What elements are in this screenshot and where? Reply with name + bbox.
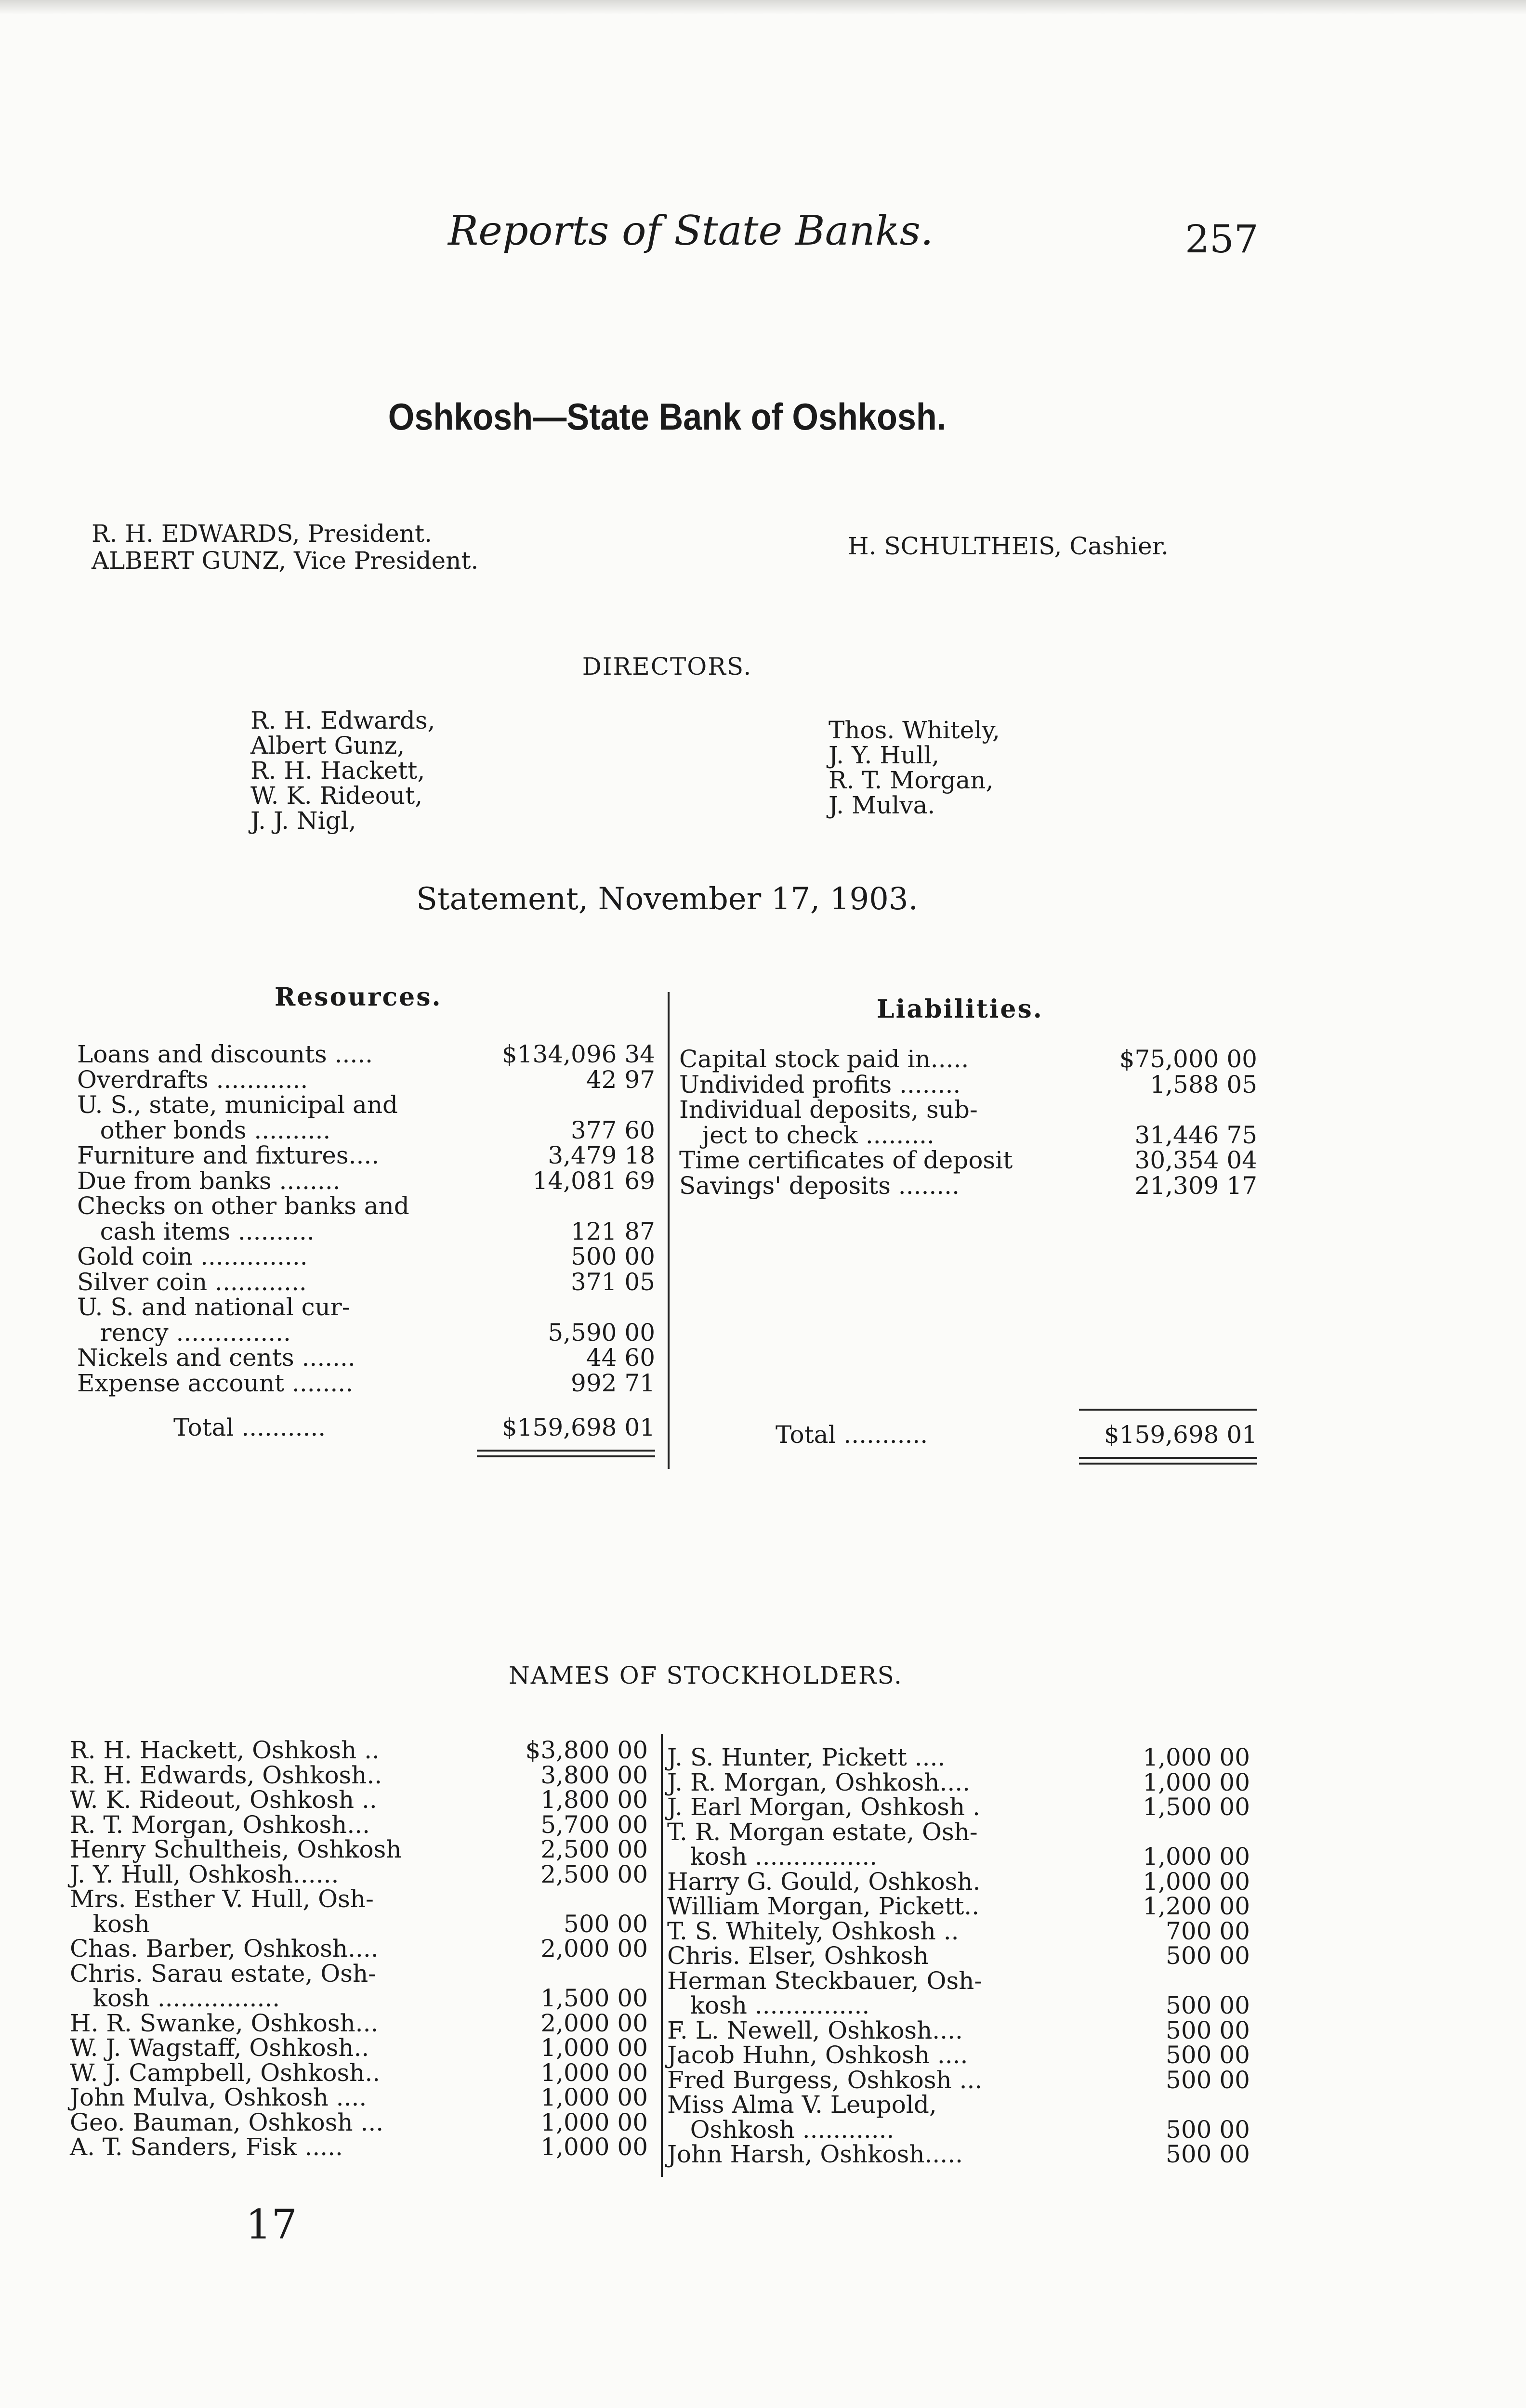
signature-mark: 17 xyxy=(246,2201,297,2248)
stockholder-row xyxy=(70,2034,648,2061)
stockholder-row-amount: 1,000 00 xyxy=(540,2083,648,2111)
resource-row-amount: 5,590 00 xyxy=(548,1318,655,1347)
stockholder-row-amount: 1,000 00 xyxy=(540,2058,648,2087)
resource-row xyxy=(77,1344,655,1371)
stockholder-row-label: Chas. Barber, Oshkosh.... xyxy=(70,1935,379,1963)
liability-row xyxy=(679,1071,1257,1098)
stockholder-row-amount: 2,500 00 xyxy=(540,1860,648,1888)
stockholder-row-label: J. R. Morgan, Oshkosh.... xyxy=(667,1768,971,1796)
directors-left-column xyxy=(250,708,435,833)
resource-row-label: Due from banks ........ xyxy=(77,1166,341,1195)
cashier: H. SCHULTHEIS, Cashier. xyxy=(848,532,1169,560)
stockholder-row-amount: 1,500 00 xyxy=(540,1984,648,2012)
stockholders-divider xyxy=(661,1734,663,2177)
stockholder-row xyxy=(667,1868,1250,1895)
liability-row-amount: 31,446 75 xyxy=(1134,1121,1257,1149)
stockholder-row xyxy=(667,1843,1250,1870)
stockholder-row xyxy=(667,2016,1250,2043)
page-number: 257 xyxy=(1185,217,1259,262)
resource-row-label: Overdrafts ............ xyxy=(77,1065,308,1094)
directors-right-column xyxy=(829,718,1000,818)
stockholder-row-amount: 700 00 xyxy=(1166,1917,1250,1945)
stockholder-row xyxy=(70,1761,648,1788)
stockholder-row xyxy=(667,2066,1250,2093)
director-name: W. K. Rideout, xyxy=(250,782,423,810)
stockholder-row-label: kosh ............... xyxy=(667,1991,870,2019)
stockholder-row-amount: 500 00 xyxy=(1166,2140,1250,2168)
stockholder-row xyxy=(667,1768,1250,1795)
stockholder-row-label: John Mulva, Oshkosh .... xyxy=(70,2083,367,2111)
resource-row xyxy=(77,1066,655,1093)
stockholder-row-label: Jacob Huhn, Oshkosh .... xyxy=(667,2041,968,2069)
stockholder-row xyxy=(667,1991,1250,2018)
officers-left xyxy=(92,520,478,574)
stockholder-row-amount: 3,800 00 xyxy=(540,1761,648,1789)
stockholder-row-amount: 1,200 00 xyxy=(1143,1892,1250,1920)
stockholder-row xyxy=(667,1967,1250,1994)
resource-row xyxy=(77,1217,655,1244)
liability-row-label: Undivided profits ........ xyxy=(679,1070,961,1099)
stockholder-row xyxy=(70,1860,648,1887)
stockholder-row xyxy=(70,1786,648,1813)
stockholder-row xyxy=(70,1960,648,1987)
resource-row-label: cash items .......... xyxy=(77,1217,315,1245)
liabilities-heading: Liabilities. xyxy=(877,995,1043,1024)
stockholder-row xyxy=(667,2041,1250,2068)
stockholder-row-amount: 500 00 xyxy=(1166,2041,1250,2069)
stockholder-row-label: Henry Schultheis, Oshkosh xyxy=(70,1835,402,1863)
stockholder-row-label: R. H. Hackett, Oshkosh .. xyxy=(70,1736,380,1764)
resource-row-label: other bonds .......... xyxy=(77,1116,331,1144)
stockholder-row-label: kosh ................ xyxy=(70,1984,280,2012)
resources-total-rule xyxy=(477,1450,655,1457)
resource-row-label: Checks on other banks and xyxy=(77,1192,409,1220)
stockholder-row-amount: 2,000 00 xyxy=(540,2009,648,2037)
stockholder-row-label: Fred Burgess, Oshkosh ... xyxy=(667,2066,983,2094)
resource-row-amount: 121 87 xyxy=(571,1217,655,1245)
resource-row-amount: 992 71 xyxy=(571,1369,655,1397)
director-name: Thos. Whitely, xyxy=(829,716,1000,744)
liabilities-total-label: Total ........... xyxy=(776,1421,928,1449)
stockholder-row-amount: 1,000 00 xyxy=(540,2108,648,2136)
stockholder-row xyxy=(70,2059,648,2086)
stockholder-row-label: A. T. Sanders, Fisk ..... xyxy=(70,2133,343,2161)
resource-row-amount: 371 05 xyxy=(571,1268,655,1296)
resource-row xyxy=(77,1319,655,1346)
resource-row-label: Gold coin .............. xyxy=(77,1243,308,1270)
stockholder-row-amount: 1,500 00 xyxy=(1143,1793,1250,1821)
stockholder-row-amount: 5,700 00 xyxy=(540,1810,648,1839)
liability-row xyxy=(679,1121,1257,1148)
stockholder-row-amount: 500 00 xyxy=(1166,2016,1250,2044)
liability-row-label: Time certificates of deposit xyxy=(679,1146,1013,1174)
liabilities-total-amount: $159,698 01 xyxy=(1104,1421,1257,1449)
resource-row xyxy=(77,1192,655,1219)
stockholder-row-label: Harry G. Gould, Oshkosh. xyxy=(667,1867,981,1896)
resources-heading: Resources. xyxy=(275,982,442,1012)
stockholder-row xyxy=(70,1935,648,1962)
bank-title: Oshkosh—State Bank of Oshkosh. xyxy=(388,395,947,438)
resource-row xyxy=(77,1116,655,1143)
resource-row xyxy=(77,1040,655,1067)
stockholder-row-label: Mrs. Esther V. Hull, Osh- xyxy=(70,1885,374,1913)
director-name: J. J. Nigl, xyxy=(250,807,356,835)
liability-row-amount: 21,309 17 xyxy=(1134,1171,1257,1200)
stockholder-row-label: F. L. Newell, Oshkosh.... xyxy=(667,2016,963,2044)
liability-row-label: Capital stock paid in..... xyxy=(679,1045,969,1073)
liability-row xyxy=(679,1096,1257,1123)
resources-total-label: Total ........... xyxy=(173,1413,326,1441)
resource-row-amount: 377 60 xyxy=(571,1116,655,1144)
stockholder-row xyxy=(667,2140,1250,2167)
stockholder-row-label: W. J. Campbell, Oshkosh.. xyxy=(70,2058,381,2087)
liabilities-sum-rule xyxy=(1079,1409,1257,1413)
stockholder-row-label: Geo. Bauman, Oshkosh ... xyxy=(70,2108,384,2136)
stockholder-row-label: H. R. Swanke, Oshkosh... xyxy=(70,2009,379,2037)
stockholder-row-label: Chris. Elser, Oshkosh xyxy=(667,1942,929,1970)
resource-row-label: U. S. and national cur- xyxy=(77,1293,350,1321)
directors-heading: DIRECTORS. xyxy=(582,653,752,681)
stockholder-row xyxy=(70,2108,648,2135)
resources-total-amount: $159,698 01 xyxy=(501,1413,655,1441)
stockholder-row-label: Miss Alma V. Leupold, xyxy=(667,2091,937,2119)
liability-row-label: ject to check ......... xyxy=(679,1121,934,1149)
stockholder-row-label: J. Y. Hull, Oshkosh...... xyxy=(70,1860,339,1888)
stockholder-row xyxy=(70,1835,648,1862)
stockholder-row xyxy=(667,1942,1250,1969)
stockholder-row xyxy=(667,1818,1250,1845)
director-name: R. H. Edwards, xyxy=(250,707,435,734)
stockholder-row xyxy=(667,1793,1250,1820)
stockholder-row-amount: 500 00 xyxy=(1166,2066,1250,2094)
stockholders-heading: NAMES OF STOCKHOLDERS. xyxy=(509,1662,903,1689)
stockholder-row-amount: 1,000 00 xyxy=(1143,1768,1250,1796)
liability-row xyxy=(679,1045,1257,1072)
stockholder-row-amount: $3,800 00 xyxy=(525,1736,648,1764)
liability-row-amount: 30,354 04 xyxy=(1134,1146,1257,1174)
stockholder-row xyxy=(70,1811,648,1838)
stockholder-row-label: Herman Steckbauer, Osh- xyxy=(667,1966,983,1995)
stockholder-row-label: William Morgan, Pickett.. xyxy=(667,1892,980,1920)
stockholder-row-amount: 1,800 00 xyxy=(540,1786,648,1814)
resource-row-label: Silver coin ............ xyxy=(77,1268,307,1296)
stockholder-row-amount: 1,000 00 xyxy=(1143,1867,1250,1896)
stockholder-row-label: kosh ................ xyxy=(667,1843,878,1871)
stockholder-row xyxy=(667,1892,1250,1919)
column-divider xyxy=(668,992,670,1469)
stockholder-row-amount: 1,000 00 xyxy=(540,2034,648,2062)
stockholder-row-amount: 500 00 xyxy=(1166,1991,1250,2019)
resource-row-amount: 500 00 xyxy=(571,1243,655,1270)
president: R. H. EDWARDS, President. xyxy=(92,520,432,548)
liability-row-label: Savings' deposits ........ xyxy=(679,1171,960,1200)
liability-row xyxy=(679,1146,1257,1173)
director-name: R. H. Hackett, xyxy=(250,757,425,785)
stockholder-row xyxy=(70,1885,648,1912)
resource-row xyxy=(77,1091,655,1118)
stockholder-row-label: kosh xyxy=(70,1910,150,1938)
stockholder-row-label: T. S. Whitely, Oshkosh .. xyxy=(667,1917,959,1945)
stockholder-row-label: John Harsh, Oshkosh..... xyxy=(667,2140,963,2168)
stockholder-row-amount: 500 00 xyxy=(564,1910,648,1938)
resource-row-amount: $134,096 34 xyxy=(501,1040,655,1068)
stockholder-row-label: Chris. Sarau estate, Osh- xyxy=(70,1959,377,1988)
stockholder-row-label: T. R. Morgan estate, Osh- xyxy=(667,1818,978,1846)
stockholder-row-amount: 1,000 00 xyxy=(1143,1743,1250,1771)
resource-row-label: U. S., state, municipal and xyxy=(77,1091,398,1119)
stockholder-row xyxy=(667,1743,1250,1770)
director-name: J. Y. Hull, xyxy=(829,741,939,769)
stockholder-row-label: J. Earl Morgan, Oshkosh . xyxy=(667,1793,980,1821)
resource-row xyxy=(77,1293,655,1320)
stockholder-row-label: W. K. Rideout, Oshkosh .. xyxy=(70,1786,377,1814)
vice-president: ALBERT GUNZ, Vice President. xyxy=(92,547,479,575)
resource-row-amount: 44 60 xyxy=(586,1344,655,1372)
stockholder-row-label: Oshkosh ............ xyxy=(667,2115,895,2144)
scan-edge xyxy=(0,0,1526,14)
stockholder-row-amount: 1,000 00 xyxy=(1143,1843,1250,1871)
stockholder-row xyxy=(667,2116,1250,2143)
resource-row-label: rency ............... xyxy=(77,1318,291,1347)
director-name: R. T. Morgan, xyxy=(829,766,994,794)
stockholder-row xyxy=(667,1917,1250,1944)
liability-row xyxy=(679,1172,1257,1199)
director-name: Albert Gunz, xyxy=(250,732,405,759)
stockholder-row-amount: 2,500 00 xyxy=(540,1835,648,1863)
resource-row xyxy=(77,1369,655,1396)
resource-row-amount: 14,081 69 xyxy=(532,1166,655,1195)
stockholder-row-amount: 500 00 xyxy=(1166,1942,1250,1970)
liability-row-amount: 1,588 05 xyxy=(1150,1070,1257,1099)
liability-row-amount: $75,000 00 xyxy=(1119,1045,1257,1073)
stockholder-row xyxy=(70,2009,648,2036)
stockholder-row xyxy=(70,2133,648,2160)
resource-row xyxy=(77,1167,655,1194)
resource-row-amount: 42 97 xyxy=(586,1065,655,1094)
stockholder-row xyxy=(70,1736,648,1763)
resource-row-label: Furniture and fixtures.... xyxy=(77,1141,380,1169)
liabilities-total-rule xyxy=(1079,1457,1257,1465)
resource-row-label: Nickels and cents ....... xyxy=(77,1344,355,1372)
statement-heading: Statement, November 17, 1903. xyxy=(416,881,918,917)
stockholder-row xyxy=(70,1910,648,1937)
stockholder-row-label: R. H. Edwards, Oshkosh.. xyxy=(70,1761,382,1789)
resource-row-label: Expense account ........ xyxy=(77,1369,354,1397)
resource-row xyxy=(77,1141,655,1168)
stockholder-row-label: W. J. Wagstaff, Oshkosh.. xyxy=(70,2034,369,2062)
stockholder-row-label: R. T. Morgan, Oshkosh... xyxy=(70,1810,370,1839)
liability-row-label: Individual deposits, sub- xyxy=(679,1096,978,1124)
running-title: Reports of State Banks. xyxy=(448,207,934,254)
resource-row xyxy=(77,1268,655,1295)
stockholder-row-label: J. S. Hunter, Pickett .... xyxy=(667,1743,946,1771)
stockholder-row-amount: 1,000 00 xyxy=(540,2133,648,2161)
stockholder-row-amount: 500 00 xyxy=(1166,2115,1250,2144)
stockholder-row xyxy=(667,2091,1250,2118)
resource-row xyxy=(77,1243,655,1269)
stockholder-row xyxy=(70,2083,648,2110)
stockholder-row-amount: 2,000 00 xyxy=(540,1935,648,1963)
director-name: J. Mulva. xyxy=(829,791,935,819)
stockholder-row xyxy=(70,1984,648,2011)
resource-row-amount: 3,479 18 xyxy=(548,1141,655,1169)
resource-row-label: Loans and discounts ..... xyxy=(77,1040,373,1068)
